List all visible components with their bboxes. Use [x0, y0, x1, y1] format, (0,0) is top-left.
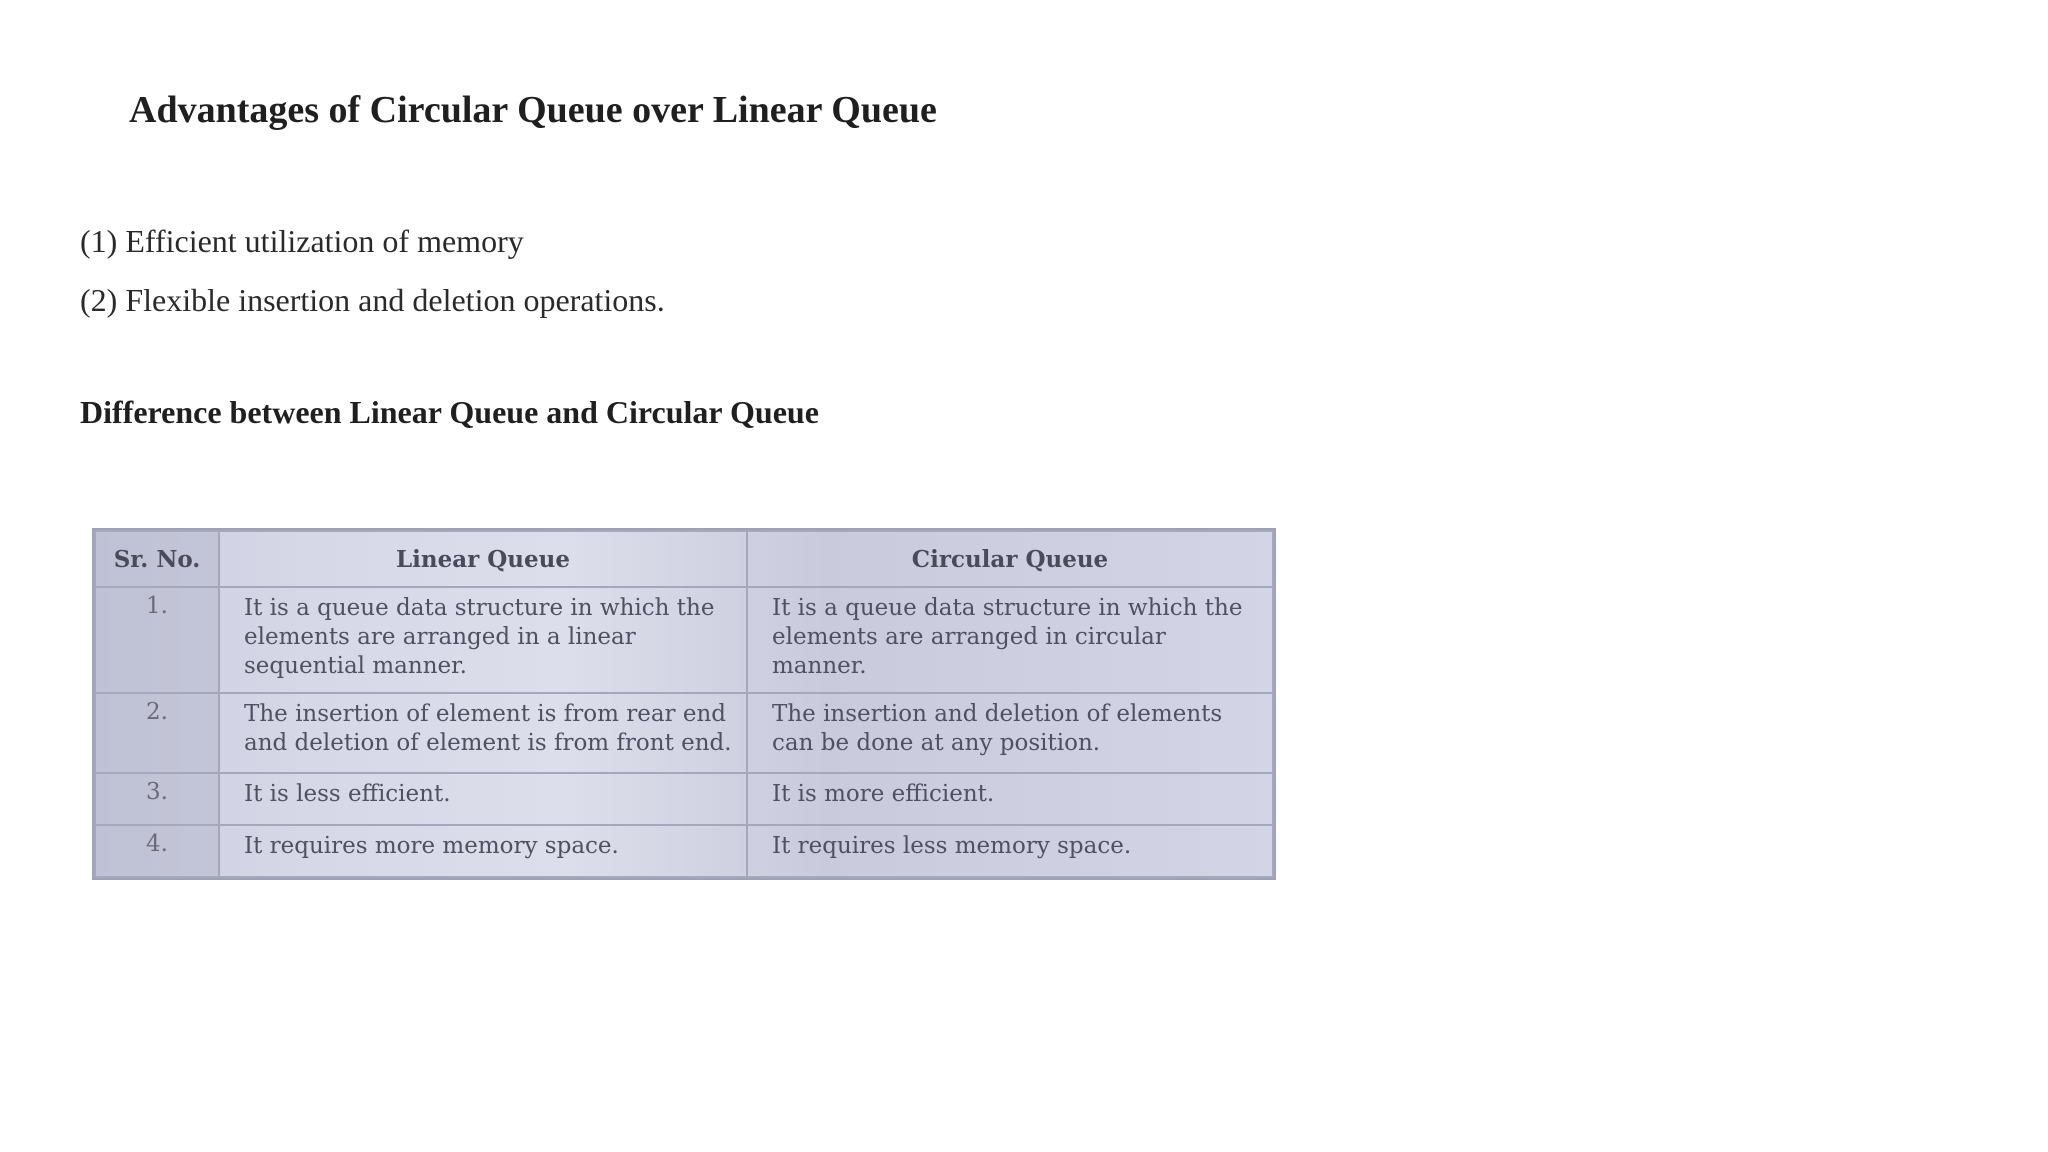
table-header-row	[95, 531, 1273, 587]
comparison-table	[94, 530, 1274, 878]
cell-circular: It is a queue data structure in which the elements are arranged in circular manner.	[747, 587, 1273, 693]
cell-circular: It requires less memory space.	[747, 825, 1273, 877]
cell-sr-no: 1.	[95, 587, 219, 693]
cell-sr-no: 4.	[95, 825, 219, 877]
cell-circular: It is more efficient.	[747, 773, 1273, 825]
list-item: (1) Efficient utilization of memory	[80, 223, 524, 259]
table-row	[95, 587, 1273, 693]
table-row	[95, 825, 1273, 877]
table-row	[95, 773, 1273, 825]
header-sr-no: Sr. No.	[95, 531, 219, 587]
list-item: (2) Flexible insertion and deletion operations.	[80, 282, 665, 318]
cell-linear: It requires more memory space.	[219, 825, 747, 877]
cell-linear: It is a queue data structure in which the elements are arranged in a linear sequential manner.	[219, 587, 747, 693]
header-linear-queue: Linear Queue	[219, 531, 747, 587]
section-heading: Difference between Linear Queue and Circular Queue	[80, 394, 819, 430]
cell-linear: The insertion of element is from rear end and deletion of element is from front end.	[219, 693, 747, 773]
cell-circular: The insertion and deletion of elements can be done at any position.	[747, 693, 1273, 773]
cell-linear: It is less efficient.	[219, 773, 747, 825]
table-row	[95, 693, 1273, 773]
header-circular-queue: Circular Queue	[747, 531, 1273, 587]
advantages-list	[80, 216, 665, 334]
page-title: Advantages of Circular Queue over Linear Queue	[129, 89, 937, 131]
cell-sr-no: 3.	[95, 773, 219, 825]
cell-sr-no: 2.	[95, 693, 219, 773]
